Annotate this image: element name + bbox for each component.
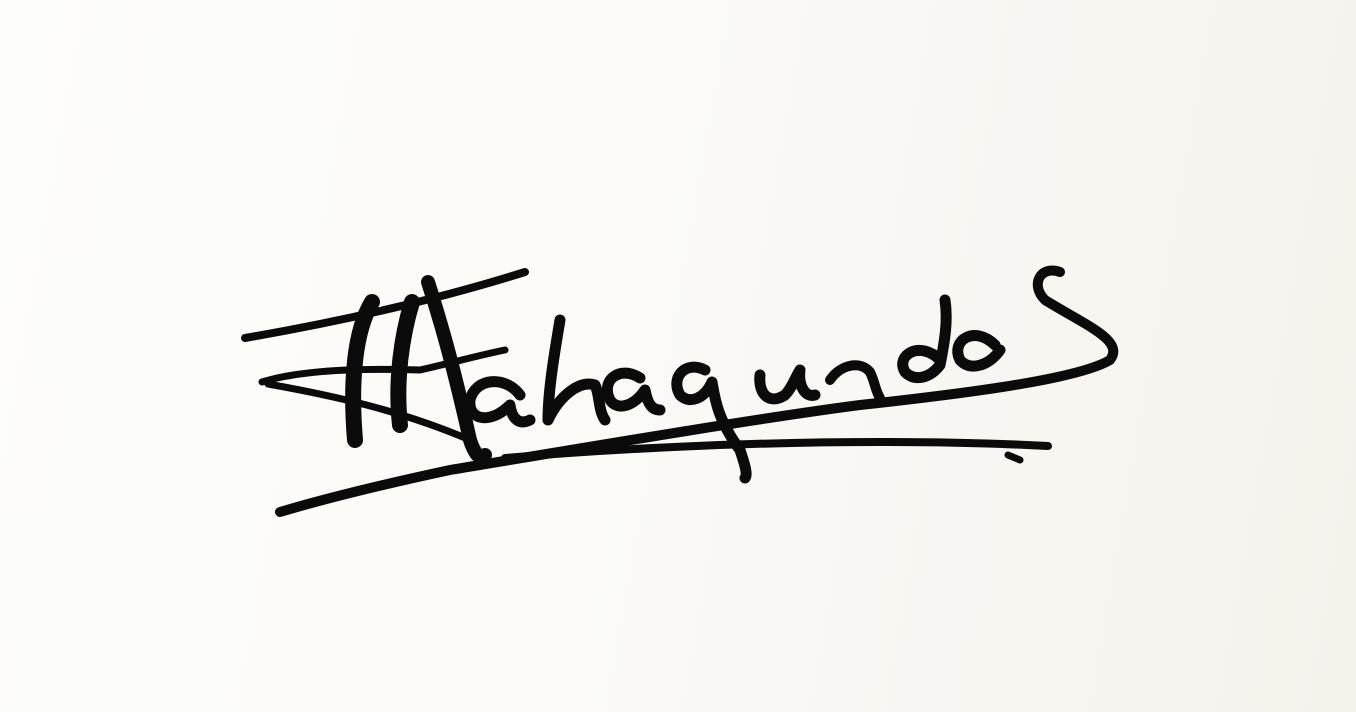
m-diagonal xyxy=(268,384,470,440)
underline-end-mark xyxy=(1008,455,1020,460)
letter-u xyxy=(760,370,815,399)
letter-h xyxy=(548,320,605,420)
letter-n xyxy=(830,365,880,398)
letter-m-main xyxy=(398,302,412,425)
letter-a1 xyxy=(470,382,530,422)
signature-strokes xyxy=(245,271,1113,512)
top-strike-line xyxy=(245,272,525,338)
letter-a2 xyxy=(607,373,660,410)
letter-d xyxy=(903,300,946,378)
mid-strike-line xyxy=(262,350,505,382)
letter-a3 xyxy=(958,336,1000,367)
